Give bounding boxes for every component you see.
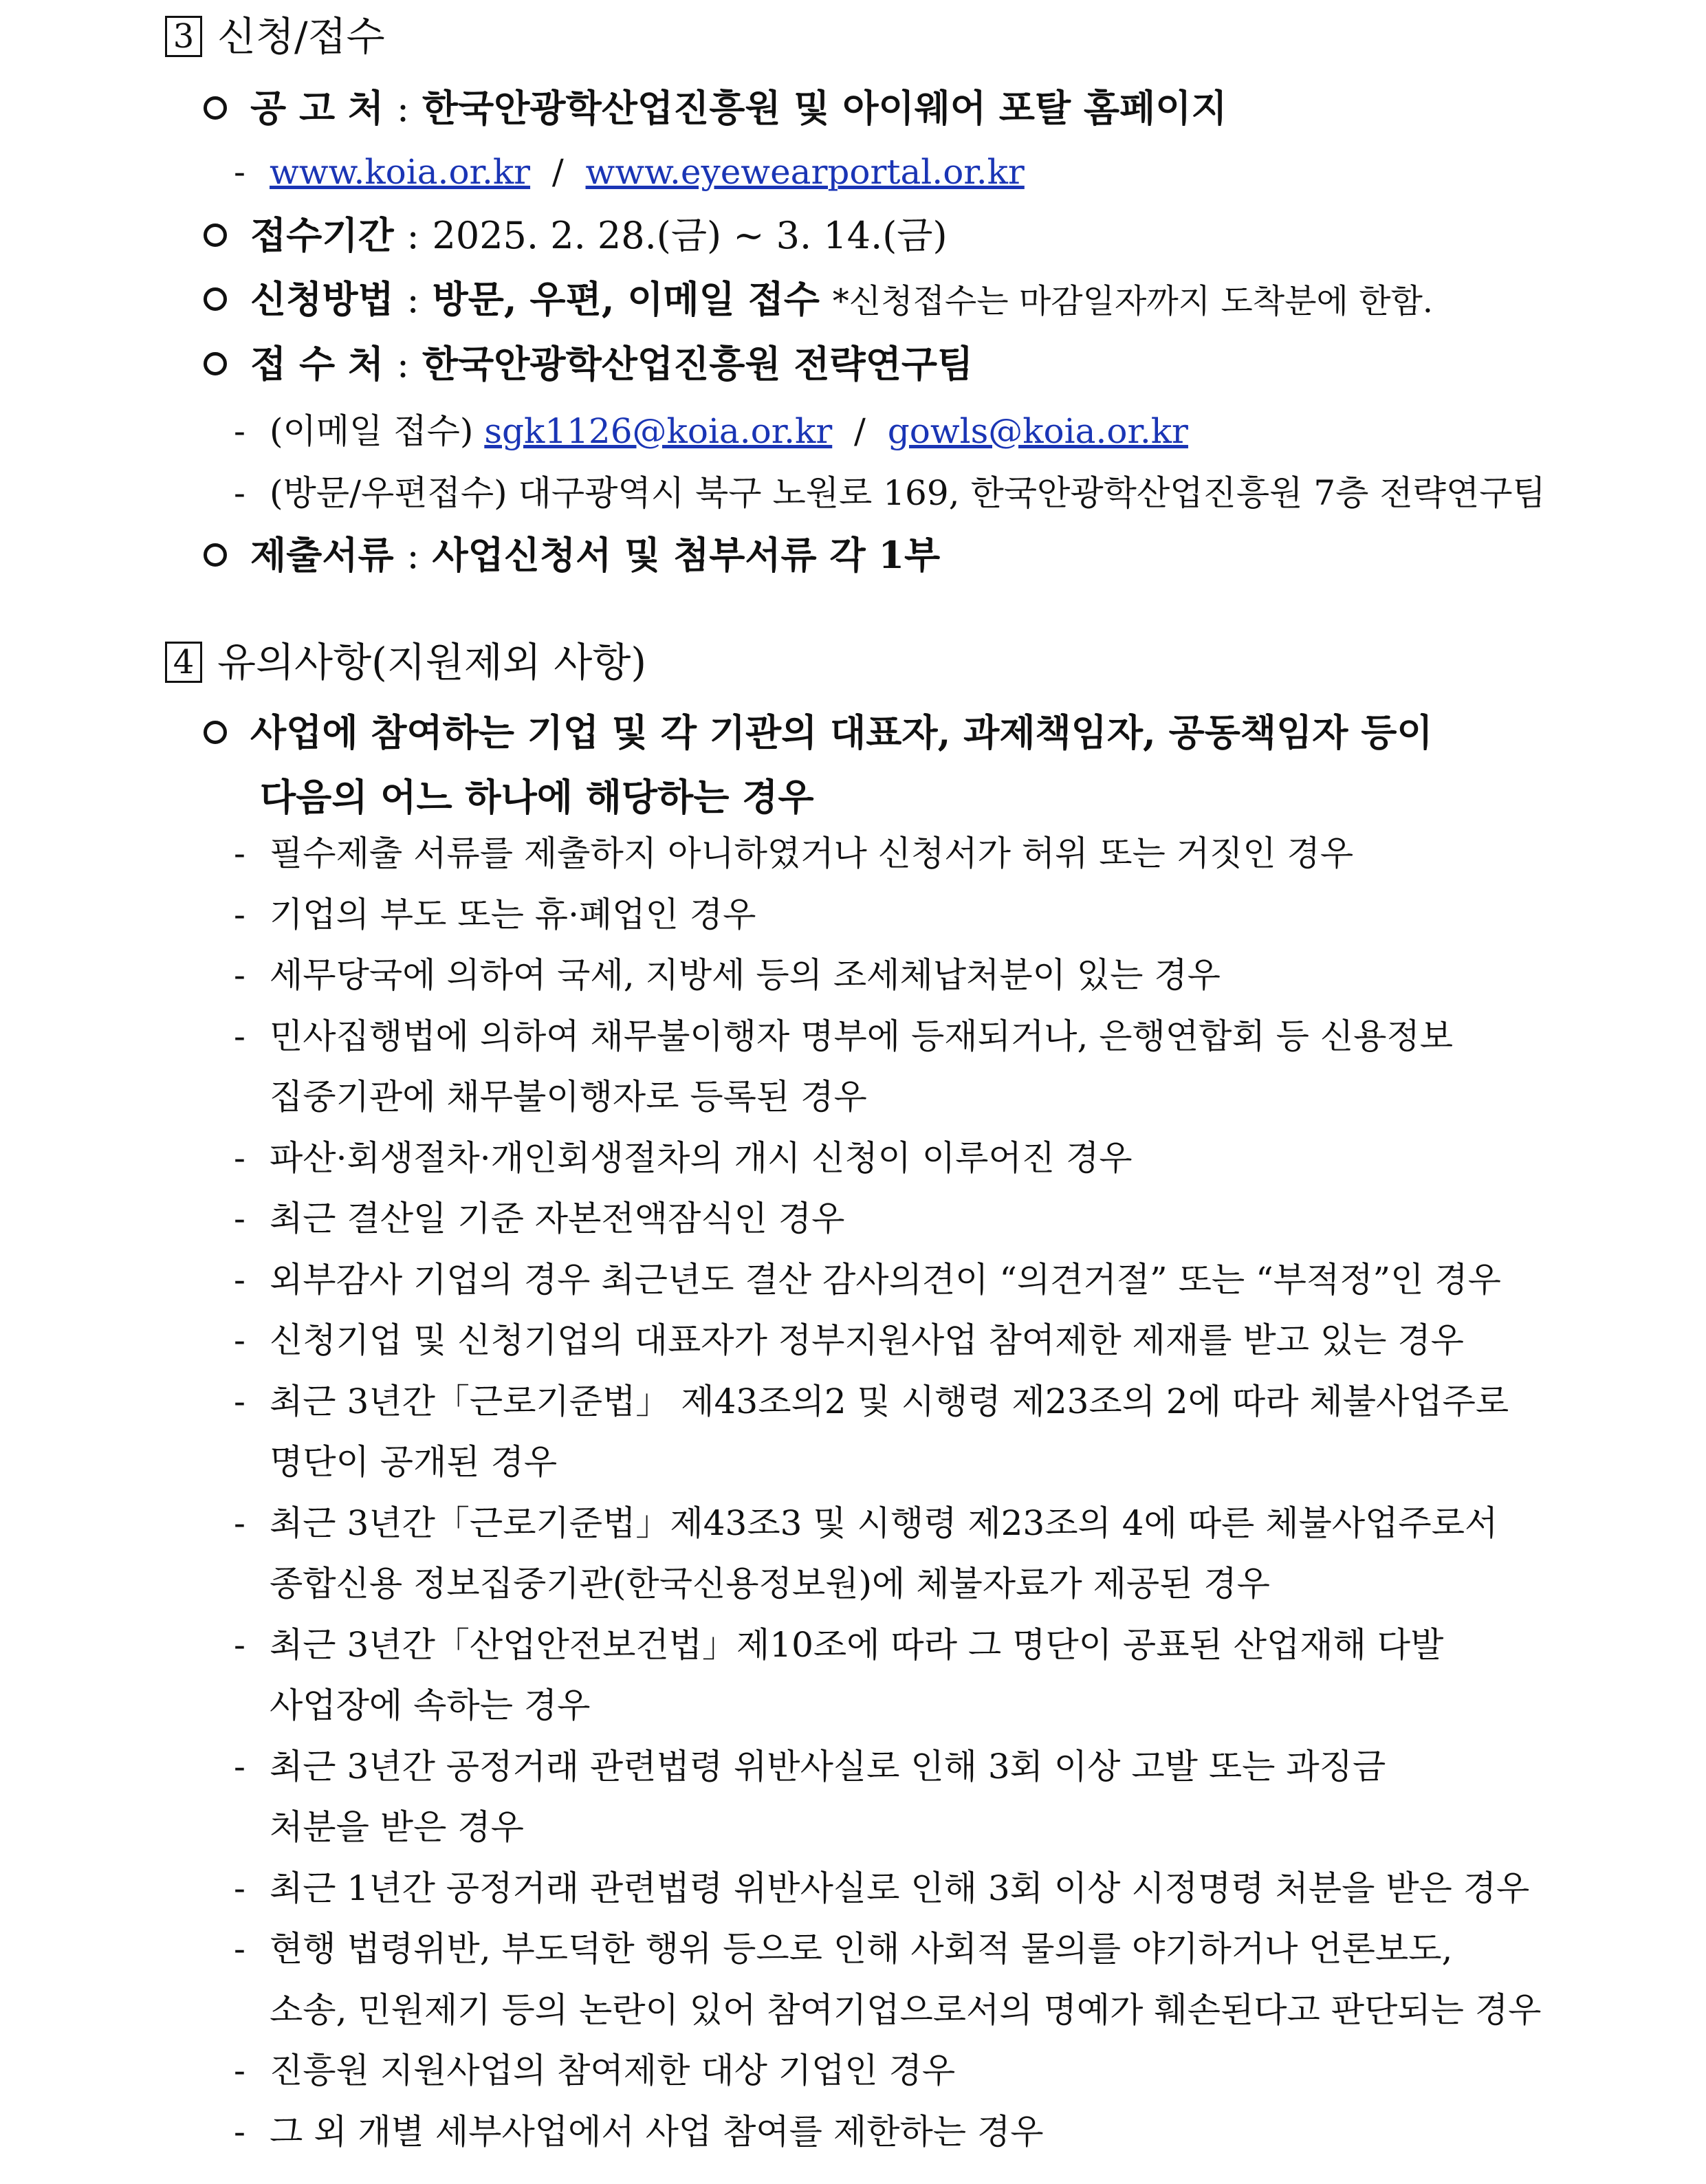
dash-bullet: - — [234, 1868, 245, 1908]
exclusion-item — [234, 1316, 1464, 1364]
exclusion-item — [234, 829, 1353, 877]
intro-item: 사업에 참여하는 기업 및 각 기관의 대표자, 과제책임자, 공동책임자 등이 — [204, 708, 1433, 756]
docs-item: 제출서류 : 사업신청서 및 첨부서류 각 1부 — [204, 531, 940, 580]
dash-bullet: - — [234, 1199, 245, 1238]
exclusion-item-continued: 소송, 민원제기 등의 논란이 있어 참여기업으로서의 명예가 훼손된다고 판단되는 경우 — [270, 1990, 1542, 2030]
exclusion-item — [234, 1499, 1498, 1547]
circle-bullet-icon — [204, 352, 227, 375]
exclusion-item-text: 민사집행법에 의하여 채무불이행자 명부에 등재되거나, 은행연합회 등 신용정보 — [270, 1016, 1454, 1056]
email-link-1[interactable]: sgk1126@koia.or.kr — [484, 411, 833, 451]
section-number-box: 3 — [165, 16, 202, 57]
exclusion-item-continued: 종합신용 정보집중기관(한국신용정보원)에 체불자료가 제공된 경우 — [270, 1564, 1270, 1604]
dash-bullet: - — [234, 1625, 245, 1665]
exclusion-item-text: 그 외 개별 세부사업에서 사업 참여를 제한하는 경우 — [270, 2112, 1044, 2152]
exclusion-item-text: 현행 법령위반, 부도덕한 행위 등으로 인해 사회적 물의를 야기하거나 언론보도, — [270, 1929, 1453, 1969]
notice-item: 공 고 처 : 한국안광학산업진흥원 및 아이웨어 포탈 홈페이지 — [204, 84, 1227, 133]
exclusion-item-text: 최근 3년간 공정거래 관련법령 위반사실로 인해 3회 이상 고발 또는 과징금 — [270, 1747, 1386, 1787]
dash-bullet: - — [234, 1747, 245, 1787]
exclusion-item — [234, 1012, 1453, 1060]
exclusion-item-text: 최근 결산일 기준 자본전액잠식인 경우 — [270, 1199, 845, 1238]
method-value: 방문, 우편, 이메일 접수 — [432, 277, 820, 321]
exclusion-item — [234, 1621, 1443, 1669]
exclusion-item-text: 필수제출 서류를 제출하지 아니하였거나 신청서가 허위 또는 거짓인 경우 — [270, 833, 1354, 873]
exclusion-item-text: 최근 3년간「근로기준법」 제43조의2 및 시행령 제23조의 2에 따라 체불사업주로 — [270, 1382, 1509, 1421]
notice-label: 공 고 처 — [250, 86, 384, 130]
circle-bullet-icon — [204, 287, 227, 311]
exclusion-item — [234, 891, 756, 939]
koia-link[interactable]: www.koia.or.kr — [270, 152, 531, 192]
dash-bullet: - — [234, 1138, 245, 1178]
exclusion-item — [234, 951, 1221, 999]
office-item: 접 수 처 : 한국안광학산업진흥원 전략연구팀 — [204, 340, 973, 389]
period-label: 접수기간 — [250, 213, 394, 257]
dash-bullet: - — [234, 1016, 245, 1056]
exclusion-item-text: 신청기업 및 신청기업의 대표자가 정부지원사업 참여제한 제재를 받고 있는 경우 — [270, 1320, 1464, 1360]
exclusion-item — [234, 1134, 1133, 1182]
dash-bullet: - — [234, 1382, 245, 1421]
dash-bullet: - — [234, 2112, 245, 2152]
docs-label: 제출서류 — [250, 533, 394, 577]
dash-bullet: - — [234, 1260, 245, 1300]
exclusion-item-text: 최근 3년간「근로기준법」제43조3 및 시행령 제23조의 4에 따른 체불사업주로서 — [270, 1503, 1498, 1543]
exclusion-item-text: 최근 1년간 공정거래 관련법령 위반사실로 인해 3회 이상 시정명령 처분을 받은 경우 — [270, 1868, 1530, 1908]
method-label: 신청방법 — [250, 277, 394, 321]
exclusion-item — [234, 1194, 844, 1243]
exclusion-item-text: 기업의 부도 또는 휴·폐업인 경우 — [270, 895, 756, 935]
circle-bullet-icon — [204, 223, 227, 247]
exclusion-item-continued: 집중기관에 채무불이행자로 등록된 경우 — [270, 1077, 867, 1117]
exclusion-item — [234, 2046, 955, 2095]
exclusion-item-continued: 명단이 공개된 경우 — [270, 1442, 558, 1482]
period-value: 2025. 2. 28.(금) ~ 3. 14.(금) — [432, 214, 948, 257]
circle-bullet-icon — [204, 543, 227, 567]
dash-bullet: - — [234, 1929, 245, 1969]
section-number-box: 4 — [165, 642, 202, 683]
circle-bullet-icon — [204, 96, 227, 120]
exclusion-item-text: 진흥원 지원사업의 참여제한 대상 기업인 경우 — [270, 2051, 956, 2090]
section-title: 유의사항(지원제외 사항) — [217, 639, 646, 686]
homepage-links: - www.koia.or.kr / www.eyewearportal.or.kr — [234, 152, 1025, 192]
method-note: *신청접수는 마감일자까지 도착분에 한함. — [832, 282, 1434, 320]
dash-bullet: - — [234, 833, 245, 873]
exclusion-item — [234, 1377, 1509, 1426]
exclusion-item-continued: 처분을 받은 경우 — [270, 1807, 524, 1847]
period-item: 접수기간 : 2025. 2. 28.(금) ~ 3. 14.(금) — [204, 211, 948, 260]
exclusion-item-text: 외부감사 기업의 경우 최근년도 결산 감사의견이 “의견거절” 또는 “부적정”인 경우 — [270, 1260, 1501, 1300]
exclusion-item — [234, 2108, 1044, 2156]
exclusion-item — [234, 1256, 1501, 1304]
exclusion-item — [234, 1864, 1529, 1912]
email-line: - (이메일 접수) sgk1126@koia.or.kr / gowls@koia.or.kr — [234, 411, 1188, 451]
visit-address-line: - (방문/우편접수) 대구광역시 북구 노원로 169, 한국안광학산업진흥원 7층 전략연구팀 — [234, 473, 1546, 513]
section-3-heading — [165, 12, 385, 61]
dash-bullet: - — [234, 1503, 245, 1543]
exclusion-item-text: 세무당국에 의하여 국세, 지방세 등의 조세체납처분이 있는 경우 — [270, 955, 1221, 995]
exclusion-item-text: 최근 3년간「산업안전보건법」제10조에 따라 그 명단이 공표된 산업재해 다발 — [270, 1625, 1444, 1665]
exclusion-item — [234, 1743, 1386, 1791]
exclusion-item-continued: 사업장에 속하는 경우 — [270, 1685, 591, 1725]
exclusion-item — [234, 1925, 1452, 1973]
office-value: 한국안광학산업진흥원 전략연구팀 — [422, 342, 974, 386]
section-title: 신청/접수 — [217, 13, 385, 60]
office-label: 접 수 처 — [250, 342, 384, 386]
notice-value: 한국안광학산업진흥원 및 아이웨어 포탈 홈페이지 — [422, 86, 1227, 130]
exclusion-item-text: 파산·회생절차·개인회생절차의 개시 신청이 이루어진 경우 — [270, 1138, 1133, 1178]
circle-bullet-icon — [204, 721, 227, 744]
email-link-2[interactable]: gowls@koia.or.kr — [887, 411, 1188, 451]
section-4-heading — [165, 638, 646, 686]
method-item: 신청방법 : 방문, 우편, 이메일 접수 *신청접수는 마감일자까지 도착분에 한함. — [204, 275, 1433, 325]
dash-bullet: - — [234, 2051, 245, 2090]
eyewearportal-link[interactable]: www.eyewearportal.or.kr — [585, 152, 1025, 192]
docs-value: 사업신청서 및 첨부서류 각 1부 — [432, 533, 941, 577]
dash-bullet: - — [234, 895, 245, 935]
dash-bullet: - — [234, 955, 245, 995]
dash-bullet: - — [234, 1320, 245, 1360]
intro-item-continued: 다음의 어느 하나에 해당하는 경우 — [260, 775, 814, 819]
